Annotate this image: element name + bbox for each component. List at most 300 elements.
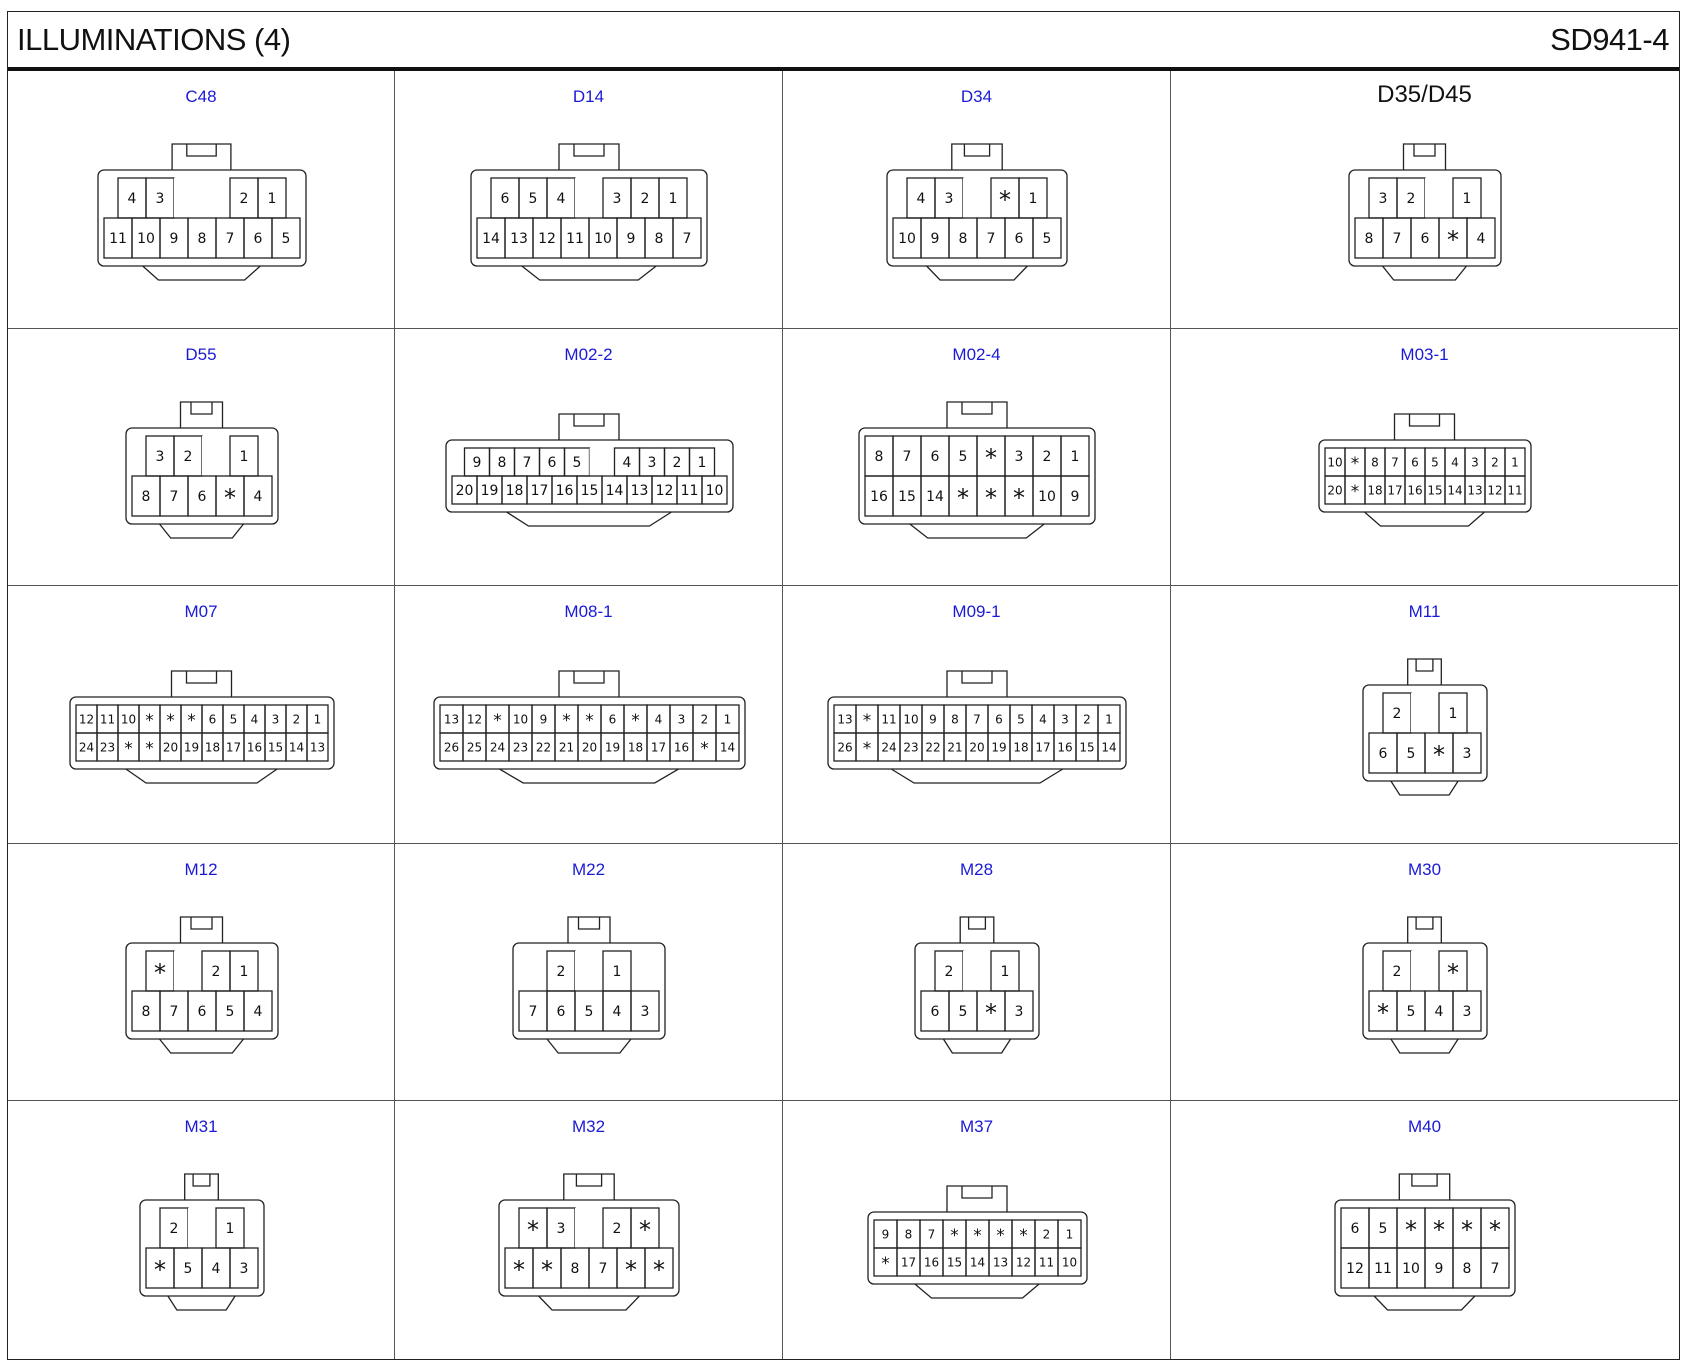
- pin-number: 4: [654, 712, 663, 727]
- connector-latch: [564, 1174, 614, 1200]
- connector-key: [499, 769, 678, 783]
- pin-number: 6: [547, 454, 557, 471]
- pin-number: 25: [466, 740, 483, 755]
- connector-label: D55: [185, 344, 217, 364]
- pin-unused-mark: *: [998, 186, 1011, 215]
- pin-number: 17: [530, 482, 549, 499]
- pin-unused-mark: *: [1350, 481, 1360, 502]
- connector-latch: [947, 402, 1007, 428]
- pin-number: 1: [612, 963, 622, 980]
- pin-number: 3: [239, 1261, 249, 1278]
- pin-number: 14: [482, 231, 500, 248]
- pin-number: 17: [225, 740, 242, 755]
- pin-number: 16: [1407, 482, 1423, 497]
- pin-number: 3: [1462, 746, 1472, 763]
- pin-number: 7: [225, 231, 235, 248]
- pin-number: 19: [183, 740, 200, 755]
- connector-key: [160, 1039, 244, 1053]
- pin-number: 1: [1105, 712, 1113, 727]
- pin-number: 17: [650, 740, 667, 755]
- pin-number: 5: [183, 1261, 193, 1278]
- connector-cell: [8, 844, 395, 1102]
- connector-face: [395, 71, 783, 329]
- pin-unused-mark: *: [973, 1226, 982, 1247]
- pin-unused-mark: *: [527, 1216, 540, 1245]
- connector-face: [8, 586, 395, 844]
- connector-label: M28: [959, 859, 994, 879]
- pin-number: 7: [528, 1003, 538, 1020]
- pin-gap: [202, 178, 230, 218]
- pin-unused-mark: *: [493, 711, 502, 732]
- pin-number: 1: [1511, 454, 1519, 469]
- pin-number: 5: [572, 454, 582, 471]
- connector-face: [783, 844, 1171, 1102]
- pin-number: 2: [1083, 712, 1091, 727]
- pin-number: 10: [512, 712, 529, 727]
- pin-unused-mark: *: [881, 1254, 890, 1275]
- connector-cell: [8, 1101, 395, 1359]
- connector-label: M09-1: [952, 602, 1001, 622]
- pin-number: 14: [969, 1255, 986, 1270]
- pin-number: 11: [881, 712, 897, 727]
- connector-key: [910, 524, 1044, 538]
- connector-label: M37: [959, 1117, 994, 1137]
- pin-number: 9: [169, 231, 179, 248]
- pin-number: 8: [1462, 1261, 1472, 1278]
- connector-latch: [172, 671, 232, 697]
- pin-number: 5: [528, 191, 538, 208]
- pin-number: 11: [1374, 1261, 1392, 1278]
- pin-number: 11: [566, 231, 584, 248]
- pin-number: 8: [497, 454, 507, 471]
- pin-number: 20: [1327, 482, 1343, 497]
- pin-unused-mark: *: [187, 711, 196, 732]
- connector-cell: [395, 71, 783, 329]
- pin-unused-mark: *: [585, 711, 594, 732]
- pin-number: 3: [944, 191, 954, 208]
- pin-unused-mark: *: [984, 443, 997, 472]
- pin-number: 11: [1038, 1255, 1055, 1270]
- pin-number: 2: [169, 1221, 179, 1238]
- diagram-sheet: [7, 11, 1680, 1360]
- pin-number: 1: [313, 712, 322, 727]
- pin-unused-mark: *: [624, 1256, 637, 1285]
- pin-number: 10: [120, 712, 137, 727]
- pin-number: 26: [443, 740, 460, 755]
- pin-number: 4: [1434, 1003, 1444, 1020]
- pin-number: 10: [1038, 488, 1056, 505]
- pin-gap: [575, 1208, 603, 1248]
- connector-label: M02-2: [564, 344, 613, 364]
- pin-number: 6: [556, 1003, 566, 1020]
- pin-unused-mark: *: [996, 1226, 1005, 1247]
- pin-number: 12: [466, 712, 483, 727]
- pin-number: 8: [958, 231, 968, 248]
- pin-number: 5: [225, 1003, 235, 1020]
- pin-unused-mark: *: [1460, 1216, 1473, 1245]
- pin-number: 5: [584, 1003, 594, 1020]
- pin-number: 8: [904, 1227, 913, 1242]
- pin-number: 12: [1487, 482, 1503, 497]
- pin-number: 4: [1476, 231, 1486, 248]
- connector-latch: [559, 671, 619, 697]
- pin-unused-mark: *: [957, 483, 970, 512]
- connector-cell: [1171, 329, 1678, 587]
- pin-number: 16: [1057, 740, 1073, 755]
- pin-number: 3: [1378, 191, 1388, 208]
- pin-number: 21: [558, 740, 575, 755]
- pin-number: 6: [930, 1003, 940, 1020]
- connector-label: M03-1: [1400, 344, 1449, 364]
- pin-number: 14: [926, 488, 944, 505]
- pin-unused-mark: *: [154, 958, 167, 987]
- pin-number: 1: [239, 448, 249, 465]
- pin-number: 18: [204, 740, 221, 755]
- connector-key: [160, 524, 244, 538]
- pin-number: 23: [512, 740, 529, 755]
- connector-latch: [181, 402, 223, 428]
- pin-number: 15: [1427, 482, 1443, 497]
- pin-number: 5: [1431, 454, 1439, 469]
- pin-unused-mark: *: [166, 711, 175, 732]
- connector-label: M40: [1407, 1117, 1442, 1137]
- connector-label: D14: [572, 87, 605, 106]
- pin-number: 6: [208, 712, 217, 727]
- pin-number: 13: [309, 740, 326, 755]
- connector-cell: [1171, 844, 1678, 1102]
- connector-label: M12: [184, 859, 218, 879]
- pin-number: 2: [1392, 706, 1402, 723]
- pin-number: 9: [881, 1227, 890, 1242]
- pin-number: 20: [162, 740, 179, 755]
- pin-number: 6: [500, 191, 510, 208]
- pin-gap: [174, 178, 202, 218]
- pin-number: 15: [1079, 740, 1095, 755]
- pin-number: 3: [1014, 448, 1024, 465]
- pin-number: 6: [608, 712, 617, 727]
- connector-grid: [8, 71, 1679, 1359]
- pin-number: 8: [197, 231, 207, 248]
- connector-latch: [568, 917, 610, 943]
- pin-number: 12: [78, 712, 95, 727]
- pin-number: 17: [900, 1255, 917, 1270]
- pin-number: 20: [969, 740, 985, 755]
- pin-unused-mark: *: [124, 739, 133, 760]
- pin-number: 3: [1471, 454, 1479, 469]
- pin-number: 16: [923, 1255, 940, 1270]
- pin-number: 4: [1039, 712, 1047, 727]
- connector-label: M07: [184, 602, 218, 622]
- pin-number: 13: [443, 712, 460, 727]
- pin-number: 7: [973, 712, 981, 727]
- pin-number: 13: [992, 1255, 1009, 1270]
- pin-number: 5: [1406, 1003, 1416, 1020]
- pin-unused-mark: *: [1432, 741, 1445, 770]
- pin-number: 17: [1035, 740, 1051, 755]
- pin-unused-mark: *: [1012, 483, 1025, 512]
- connector-label: C48: [185, 87, 217, 106]
- pin-number: 10: [903, 712, 919, 727]
- connector-face: [395, 844, 783, 1102]
- pin-number: 7: [927, 1227, 936, 1242]
- connector-key: [943, 1039, 1010, 1053]
- pin-number: 21: [947, 740, 963, 755]
- pin-unused-mark: *: [652, 1256, 665, 1285]
- pin-number: 22: [925, 740, 941, 755]
- pin-number: 18: [505, 482, 524, 499]
- connector-cell: [8, 329, 395, 587]
- pin-number: 13: [510, 231, 528, 248]
- connector-key: [522, 266, 656, 280]
- connector-face: [1171, 329, 1678, 587]
- pin-number: 2: [1406, 191, 1416, 208]
- pin-number: 24: [78, 740, 95, 755]
- pin-number: 5: [1042, 231, 1052, 248]
- pin-unused-mark: *: [638, 1216, 651, 1245]
- pin-number: 7: [598, 1261, 608, 1278]
- pin-number: 1: [723, 712, 732, 727]
- pin-number: 8: [654, 231, 664, 248]
- pin-unused-mark: *: [513, 1256, 526, 1285]
- connector-cell: [395, 844, 783, 1102]
- pin-number: 5: [1378, 1221, 1388, 1238]
- pin-number: 5: [229, 712, 238, 727]
- pin-number: 4: [612, 1003, 622, 1020]
- pin-number: 7: [169, 1003, 179, 1020]
- pin-number: 9: [1070, 488, 1080, 505]
- pin-number: 1: [225, 1221, 235, 1238]
- pin-number: 3: [556, 1221, 566, 1238]
- pin-number: 16: [673, 740, 690, 755]
- pin-number: 18: [627, 740, 644, 755]
- pin-number: 6: [197, 488, 207, 505]
- connector-face: [8, 1101, 395, 1359]
- pin-number: 11: [109, 231, 127, 248]
- pin-unused-mark: *: [950, 1226, 959, 1247]
- pin-unused-mark: *: [541, 1256, 554, 1285]
- connector-label: M02-4: [952, 344, 1001, 364]
- connector-cell: [1171, 1101, 1678, 1359]
- pin-number: 2: [1042, 1227, 1051, 1242]
- pin-number: 8: [874, 448, 884, 465]
- connector-key: [927, 266, 1028, 280]
- pin-gap: [174, 951, 202, 991]
- pin-number: 11: [1507, 482, 1523, 497]
- pin-number: 2: [183, 448, 193, 465]
- pin-number: 6: [930, 448, 940, 465]
- pin-number: 20: [581, 740, 598, 755]
- pin-number: 14: [1101, 740, 1117, 755]
- connector-latch: [952, 144, 1002, 170]
- pin-number: 2: [1042, 448, 1052, 465]
- pin-unused-mark: *: [700, 739, 709, 760]
- pin-number: 14: [605, 482, 624, 499]
- pin-number: 9: [1434, 1261, 1444, 1278]
- pin-number: 24: [881, 740, 897, 755]
- connector-latch: [185, 1174, 219, 1200]
- pin-number: 10: [1327, 454, 1343, 469]
- connector-cell: [783, 1101, 1171, 1359]
- pin-number: 2: [700, 712, 709, 727]
- pin-unused-mark: *: [1432, 1216, 1445, 1245]
- connector-latch: [1404, 144, 1446, 170]
- pin-gap: [575, 951, 603, 991]
- pin-number: 23: [99, 740, 116, 755]
- pin-number: 6: [1350, 1221, 1360, 1238]
- pin-number: 3: [155, 191, 165, 208]
- connector-latch: [172, 144, 231, 170]
- connector-label: M08-1: [564, 602, 613, 622]
- pin-number: 19: [991, 740, 1007, 755]
- pin-number: 2: [640, 191, 650, 208]
- pin-number: 10: [898, 231, 916, 248]
- pin-gap: [188, 1208, 216, 1248]
- pin-number: 9: [539, 712, 548, 727]
- pin-number: 13: [837, 712, 853, 727]
- pin-number: 4: [622, 454, 632, 471]
- pin-number: 7: [169, 488, 179, 505]
- pin-number: 6: [1378, 746, 1388, 763]
- pin-number: 16: [246, 740, 263, 755]
- connector-cell: [783, 844, 1171, 1102]
- pin-gap: [963, 951, 991, 991]
- pin-number: 12: [538, 231, 556, 248]
- pin-number: 9: [472, 454, 482, 471]
- pin-number: 1: [1448, 706, 1458, 723]
- connector-key: [507, 512, 672, 526]
- pin-number: 4: [211, 1261, 221, 1278]
- connector-key: [1391, 1039, 1458, 1053]
- pin-number: 1: [697, 454, 707, 471]
- connector-key: [1365, 512, 1485, 526]
- pin-number: 7: [902, 448, 912, 465]
- pin-number: 3: [1061, 712, 1069, 727]
- pin-number: 4: [253, 488, 263, 505]
- pin-number: 6: [1014, 231, 1024, 248]
- pin-number: 3: [271, 712, 280, 727]
- connector-label: M22: [571, 859, 606, 879]
- connector-key: [168, 1296, 235, 1310]
- pin-number: 7: [522, 454, 532, 471]
- connector-cell: [783, 586, 1171, 844]
- pin-number: 19: [604, 740, 621, 755]
- pin-unused-mark: *: [631, 711, 640, 732]
- pin-number: 14: [288, 740, 305, 755]
- sheet-header: [8, 12, 1679, 71]
- pin-number: 14: [1447, 482, 1463, 497]
- pin-number: 12: [655, 482, 674, 499]
- connector-cell: [8, 586, 395, 844]
- pin-number: 11: [99, 712, 116, 727]
- pin-unused-mark: *: [1488, 1216, 1501, 1245]
- pin-number: 2: [556, 963, 566, 980]
- pin-number: 15: [946, 1255, 963, 1270]
- pin-number: 15: [267, 740, 284, 755]
- connector-cell: [783, 329, 1171, 587]
- pin-number: 2: [1392, 963, 1402, 980]
- pin-number: 26: [837, 740, 853, 755]
- pin-number: 2: [211, 963, 221, 980]
- pin-number: 1: [1070, 448, 1080, 465]
- connector-cell: [395, 1101, 783, 1359]
- pin-number: 6: [253, 231, 263, 248]
- pin-number: 13: [630, 482, 649, 499]
- pin-number: 3: [1014, 1003, 1024, 1020]
- pin-number: 12: [1346, 1261, 1364, 1278]
- connector-latch: [1399, 1174, 1449, 1200]
- pin-number: 6: [1420, 231, 1430, 248]
- pin-number: 3: [647, 454, 657, 471]
- pin-number: 16: [870, 488, 888, 505]
- connector-latch: [181, 917, 223, 943]
- connector-latch: [960, 917, 994, 943]
- pin-number: 6: [197, 1003, 207, 1020]
- pin-gap: [590, 448, 615, 476]
- connector-cell: [1171, 586, 1678, 844]
- pin-number: 19: [480, 482, 499, 499]
- pin-number: 2: [1491, 454, 1499, 469]
- connector-face: [1171, 844, 1678, 1102]
- connector-label: M32: [571, 1117, 606, 1137]
- pin-unused-mark: *: [1446, 226, 1459, 255]
- pin-number: 2: [612, 1221, 622, 1238]
- pin-number: 3: [640, 1003, 650, 1020]
- pin-unused-mark: *: [145, 711, 154, 732]
- pin-number: 2: [944, 963, 954, 980]
- pin-number: 1: [1065, 1227, 1074, 1242]
- connector-face: [395, 329, 783, 587]
- pin-number: 23: [903, 740, 919, 755]
- connector-face: [395, 1101, 783, 1359]
- pin-number: 9: [626, 231, 636, 248]
- connector-key: [547, 1039, 631, 1053]
- pin-number: 1: [1462, 191, 1472, 208]
- connector-face: [395, 586, 783, 844]
- pin-number: 7: [1391, 454, 1399, 469]
- connector-face: [783, 586, 1171, 844]
- connector-key: [915, 1284, 1039, 1298]
- pin-number: 5: [1017, 712, 1025, 727]
- pin-number: 7: [682, 231, 692, 248]
- pin-number: 5: [958, 1003, 968, 1020]
- pin-number: 18: [1367, 482, 1383, 497]
- connector-face: [8, 329, 395, 587]
- pin-number: 15: [898, 488, 916, 505]
- connector-cell: [395, 586, 783, 844]
- pin-number: 8: [141, 488, 151, 505]
- connector-latch: [559, 414, 619, 440]
- connector-latch: [1408, 917, 1442, 943]
- pin-number: 5: [281, 231, 291, 248]
- pin-number: 1: [239, 963, 249, 980]
- connector-latch: [1395, 414, 1455, 440]
- sheet-code: SD941-4: [1550, 22, 1669, 57]
- pin-number: 4: [250, 712, 259, 727]
- pin-number: 12: [1015, 1255, 1032, 1270]
- pin-number: 2: [292, 712, 301, 727]
- connector-face: [1171, 1101, 1678, 1359]
- pin-number: 1: [668, 191, 678, 208]
- connector-key: [1383, 266, 1467, 280]
- pin-unused-mark: *: [223, 483, 236, 512]
- connector-label: M31: [184, 1117, 218, 1137]
- pin-number: 10: [1061, 1255, 1078, 1270]
- pin-unused-mark: *: [862, 739, 872, 760]
- pin-number: 7: [1392, 231, 1402, 248]
- pin-number: 3: [612, 191, 622, 208]
- connector-latch: [559, 144, 619, 170]
- connector-face: [783, 329, 1171, 587]
